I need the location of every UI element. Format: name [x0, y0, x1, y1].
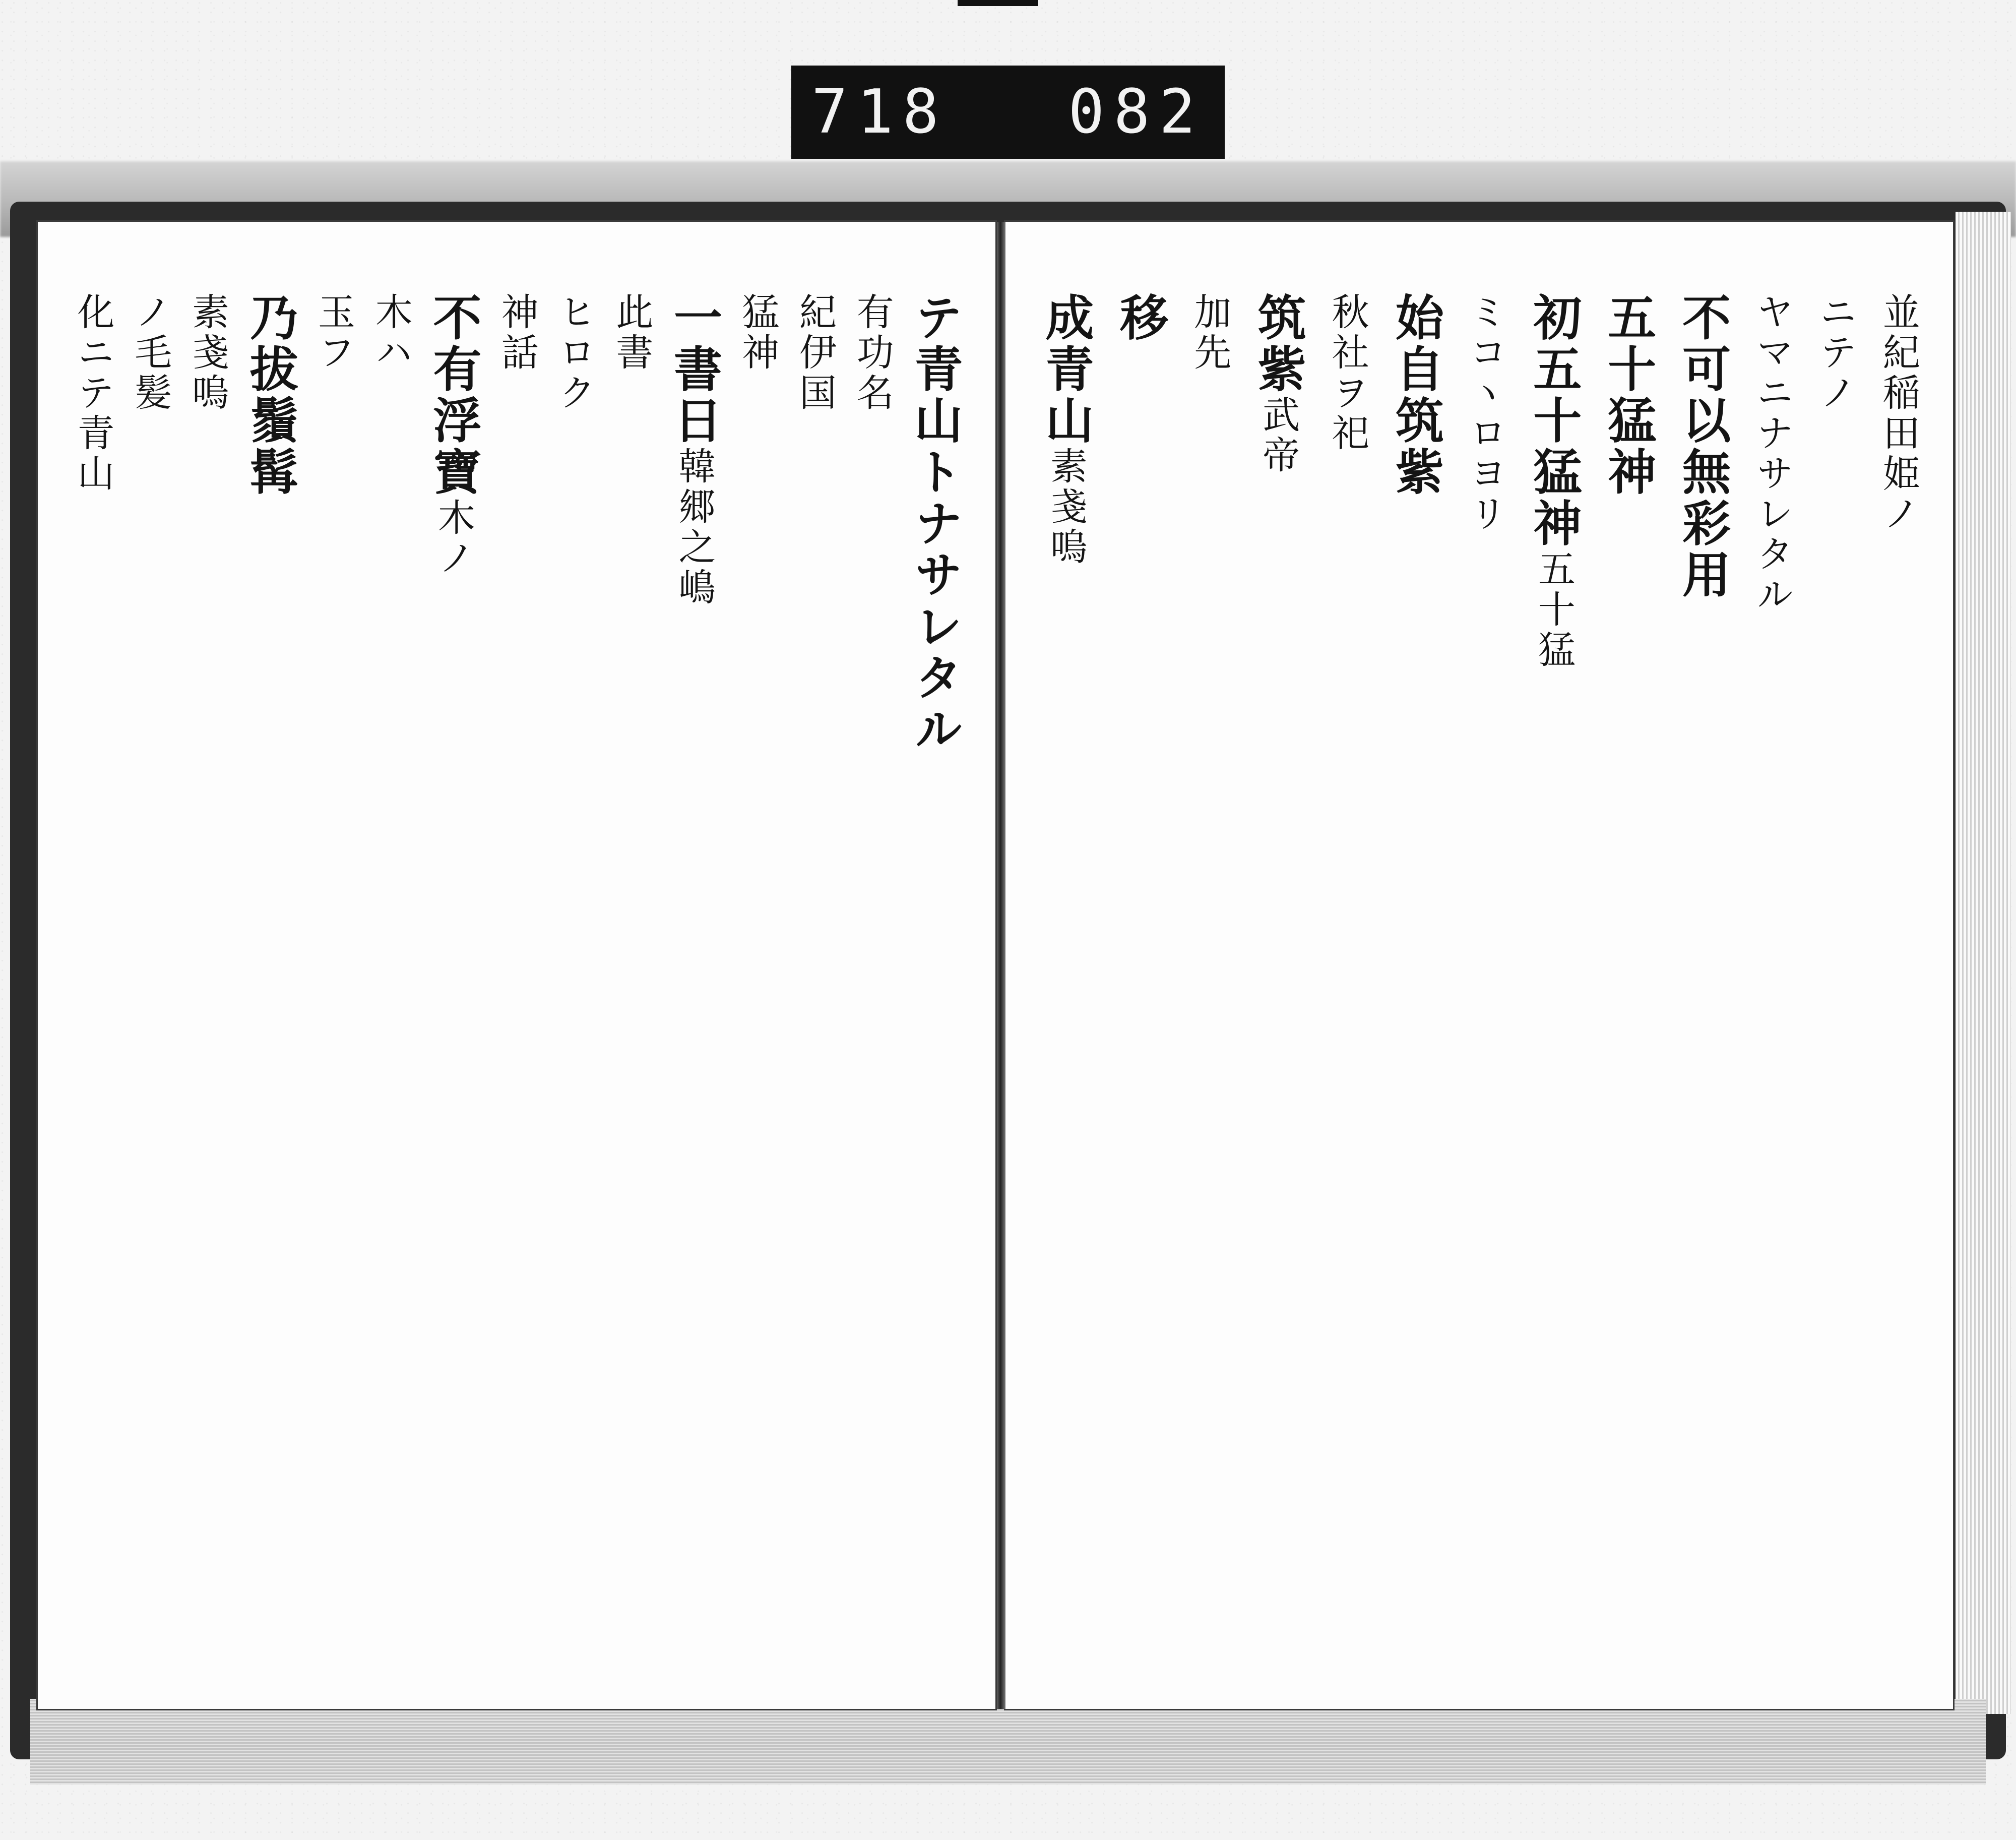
column-text: 素戔嗚	[186, 292, 229, 413]
text-column	[790, 292, 840, 1603]
top-tab	[958, 0, 1038, 6]
column-text: 武帝	[1256, 395, 1300, 476]
left-page-columns	[68, 292, 965, 1648]
text-column	[309, 292, 358, 1603]
column-heading: 乃拔鬚髯	[242, 292, 299, 498]
text-column	[492, 292, 541, 1603]
book-bottom-edge	[30, 1699, 1986, 1785]
reel-label-right: 082	[1068, 77, 1205, 147]
column-heading: 始自筑紫	[1388, 292, 1445, 498]
column-heading: 不有浮寶	[425, 292, 482, 498]
column-text: 木ノ	[432, 498, 475, 579]
column-text: ノ毛髪	[129, 292, 172, 413]
column-text: ヤマニナサレタル	[1750, 292, 1794, 615]
text-column	[664, 292, 725, 1603]
column-heading: 五十猛神	[1600, 292, 1657, 498]
text-column	[240, 292, 300, 1603]
column-text: 神話	[495, 292, 539, 373]
column-text: 加先	[1188, 292, 1232, 373]
column-text: 韓郷之嶋	[672, 447, 716, 608]
text-column	[733, 292, 782, 1603]
text-column	[1598, 292, 1659, 1603]
column-text: 並紀稲田姫ノ	[1876, 292, 1920, 534]
column-text: 猛神	[736, 292, 780, 373]
column-heading: 移	[1112, 292, 1169, 344]
text-column	[366, 292, 415, 1603]
column-text: ニテノ	[1813, 292, 1857, 413]
column-heading: テ青山トナサレタル	[907, 292, 964, 755]
text-column	[423, 292, 484, 1603]
text-column	[847, 292, 897, 1603]
column-text: 有功名	[850, 292, 894, 413]
column-text: 玉フ	[312, 292, 355, 373]
right-page-columns	[1036, 292, 1923, 1648]
book-gutter	[995, 222, 1005, 1709]
text-column	[1460, 292, 1509, 1603]
column-text: 此書	[610, 292, 654, 373]
page-edges	[1956, 212, 2011, 1714]
text-column	[1810, 292, 1860, 1603]
column-heading: 筑紫	[1250, 292, 1307, 395]
column-text: 紀伊国	[793, 292, 837, 413]
column-text: 化ニテ青山	[71, 292, 115, 494]
left-page	[38, 222, 995, 1709]
reel-label-left: 718	[811, 77, 948, 147]
text-column	[68, 292, 117, 1603]
column-heading: 不可以無彩用	[1674, 292, 1732, 601]
text-column	[1747, 292, 1797, 1603]
column-heading: 一書日	[666, 292, 723, 447]
text-column	[1036, 292, 1096, 1603]
text-column	[1185, 292, 1234, 1603]
column-text: 素戔嗚	[1044, 447, 1088, 568]
right-page	[1005, 222, 1953, 1709]
column-text: ミコヽロヨリ	[1463, 292, 1507, 534]
column-heading: 初五十猛神	[1525, 292, 1583, 549]
text-column	[549, 292, 599, 1603]
text-column	[607, 292, 656, 1603]
text-column	[1248, 292, 1308, 1603]
text-column	[125, 292, 175, 1603]
text-column	[1386, 292, 1446, 1603]
text-column	[1524, 292, 1584, 1603]
reel-label	[791, 66, 1225, 159]
text-column	[183, 292, 232, 1603]
text-column	[1673, 292, 1733, 1603]
column-heading: 成青山	[1038, 292, 1095, 447]
column-text: ヒロク	[552, 292, 596, 413]
column-text: 秋社ヲ祀	[1326, 292, 1369, 454]
column-text: 五十猛	[1532, 549, 1576, 670]
text-column	[1110, 292, 1171, 1603]
text-column	[1873, 292, 1923, 1603]
text-column	[905, 292, 965, 1603]
text-column	[1322, 292, 1372, 1603]
column-text: 木ハ	[369, 292, 413, 373]
